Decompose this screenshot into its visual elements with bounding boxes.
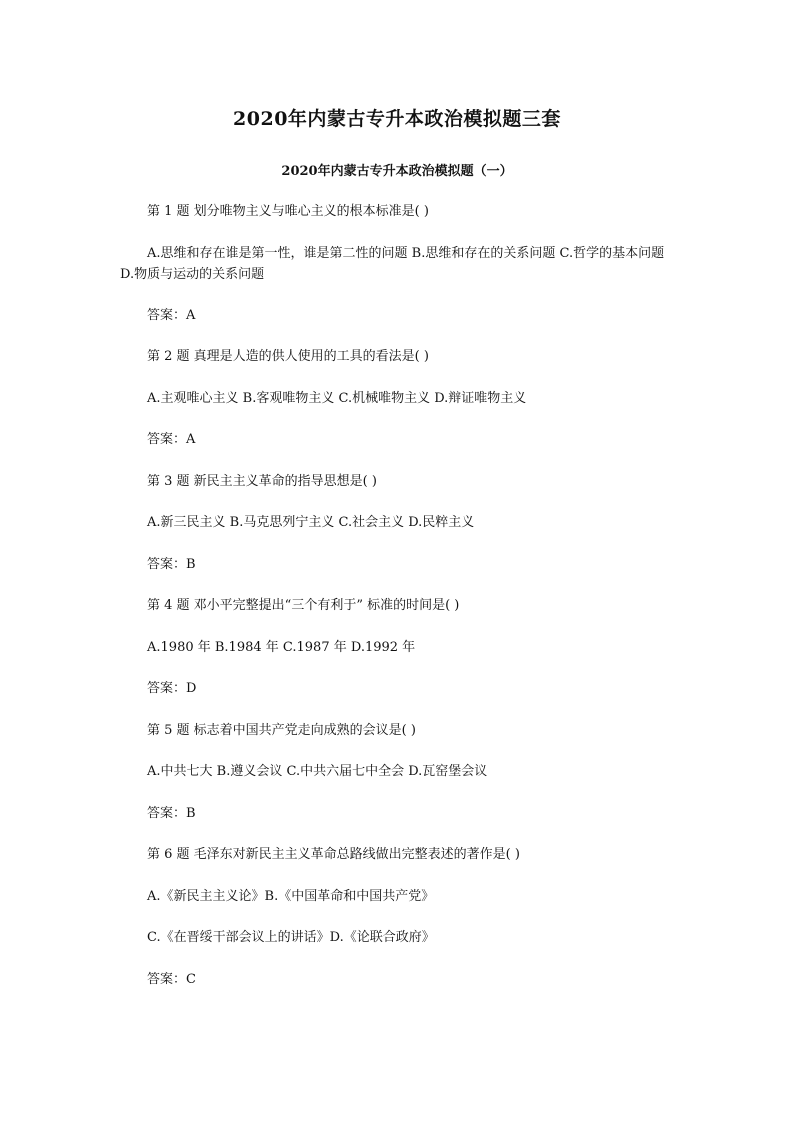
question-stem: 第 4 题 邓小平完整提出“三个有利于” 标准的时间是( ): [147, 598, 460, 613]
question-stem: 第 1 题 划分唯物主义与唯心主义的根本标准是( ): [147, 204, 429, 219]
question-options: A.思维和存在谁是第一性，谁是第二性的问题 B.思维和存在的关系问题 C.哲学的基本问题 D.物质与运动的关系问题: [120, 246, 665, 282]
question-options: C.《在晋绥干部会议上的讲话》D.《论联合政府》: [147, 930, 435, 945]
document-title: 2020年内蒙古专升本政治模拟题三套: [233, 108, 561, 130]
question-stem: 第 2 题 真理是人造的供人使用的工具的看法是( ): [147, 349, 429, 364]
question-answer: 答案：A: [147, 432, 196, 447]
question-answer: 答案：A: [147, 308, 196, 323]
question-answer: 答案：D: [147, 681, 197, 696]
document-subtitle: 2020年内蒙古专升本政治模拟题（一）: [281, 164, 513, 179]
question-stem: 第 5 题 标志着中国共产党走向成熟的会议是( ): [147, 723, 416, 738]
question-options: A.新三民主义 B.马克思列宁主义 C.社会主义 D.民粹主义: [147, 515, 475, 530]
question-options: A.中共七大 B.遵义会议 C.中共六届七中全会 D.瓦窑堡会议: [147, 764, 488, 779]
question-stem: 第 6 题 毛泽东对新民主主义革命总路线做出完整表述的著作是( ): [147, 847, 520, 862]
question-answer: 答案：B: [147, 806, 196, 821]
question-stem: 第 3 题 新民主主义革命的指导思想是( ): [147, 474, 377, 489]
question-options: A.1980 年 B.1984 年 C.1987 年 D.1992 年: [147, 640, 416, 655]
question-answer: 答案：B: [147, 557, 196, 572]
question-options: A.主观唯心主义 B.客观唯物主义 C.机械唯物主义 D.辩证唯物主义: [147, 391, 527, 406]
question-answer: 答案：C: [147, 972, 196, 987]
question-options: A.《新民主主义论》B.《中国革命和中国共产党》: [147, 889, 435, 904]
